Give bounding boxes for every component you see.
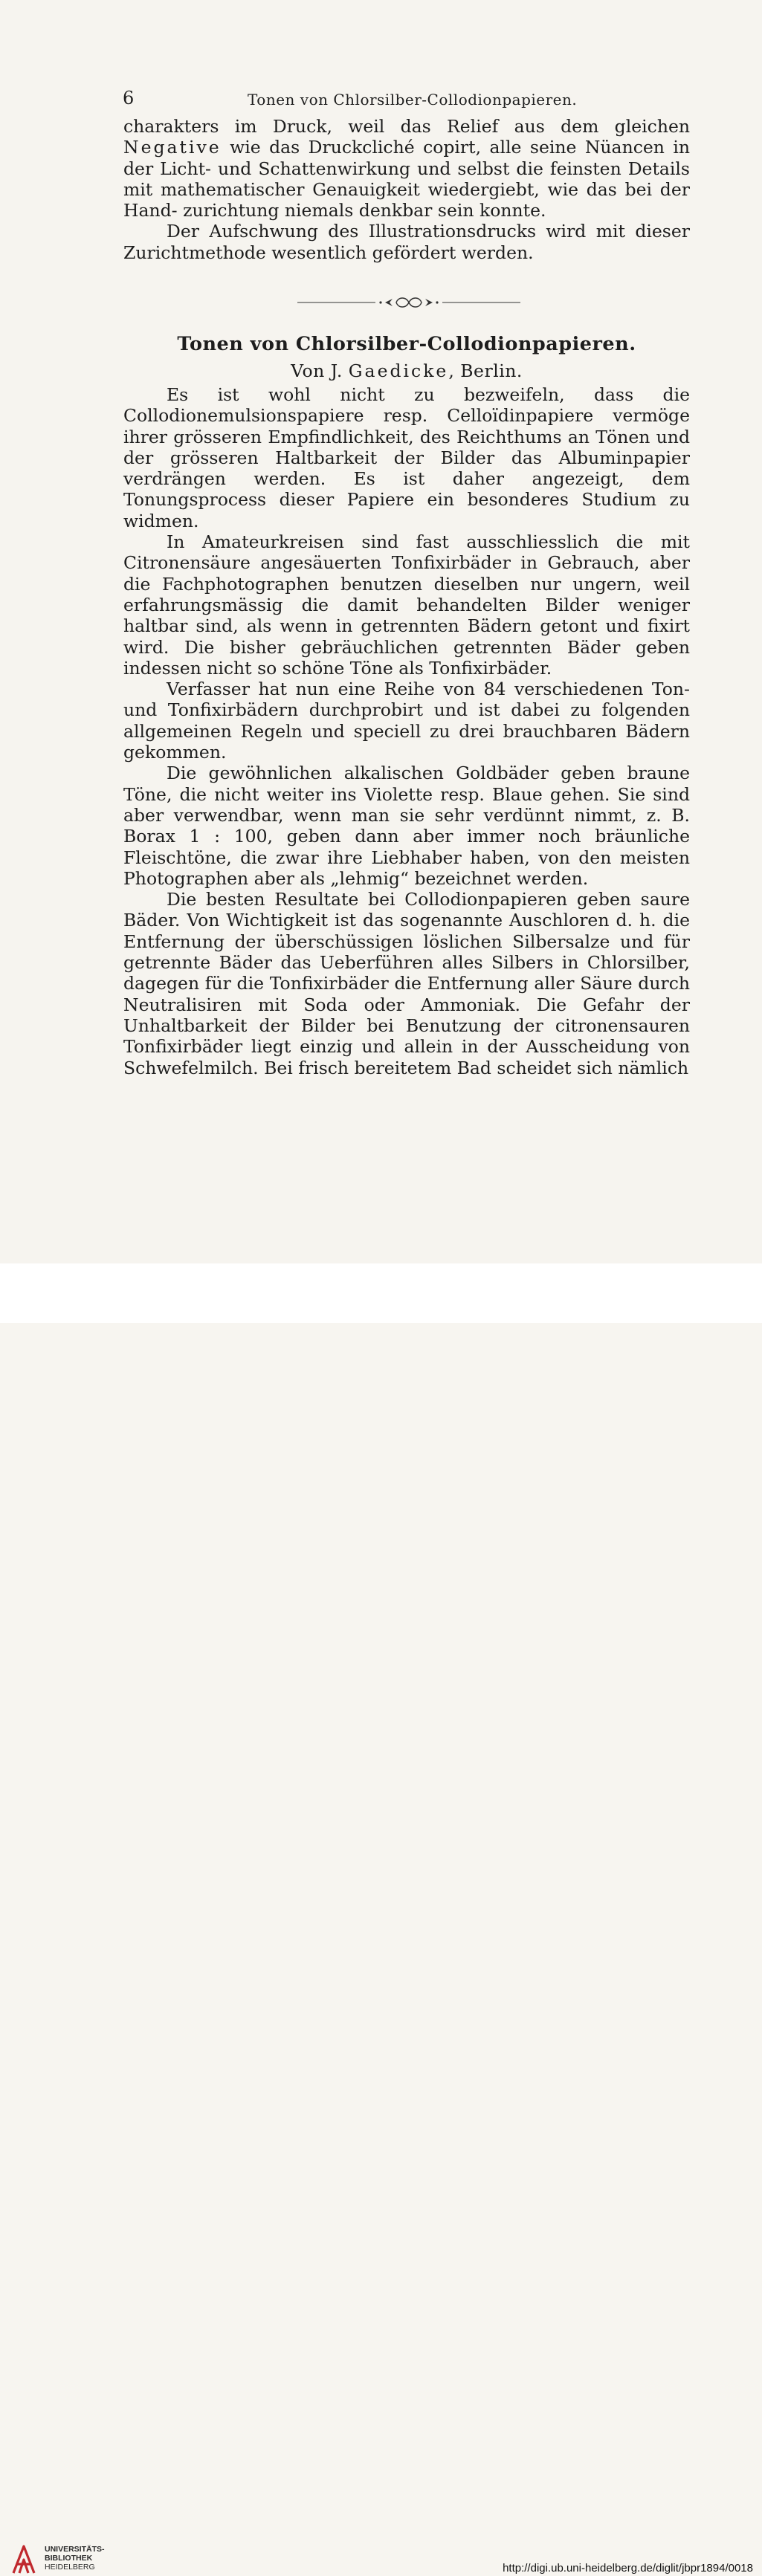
text-line: mathematischer Genauigkeit wiedergiebt, wie das bei der Hand-	[123, 178, 690, 221]
page-number: 6	[123, 88, 135, 109]
text-line: und Schattenwirkung und selbst die feinsten Details mit	[123, 158, 690, 200]
author-name: Gaedicke	[348, 360, 449, 381]
library-name-line: HEIDELBERG	[45, 2563, 95, 2572]
article-body	[123, 384, 690, 1078]
running-title: Tonen von Chlorsilber-Collodionpapieren.	[248, 91, 578, 109]
continuation-paragraph	[123, 116, 690, 221]
byline-prefix: Von J.	[291, 360, 343, 381]
book-page	[0, 0, 762, 1263]
digitization-footer	[0, 1263, 762, 2575]
byline-suffix: , Berlin.	[448, 360, 523, 381]
paragraph: Die gewöhnlichen alkalischen Goldbäder geben braune Töne, die nicht weiter ins Violette resp. Blaue gehen. Sie sind aber verwendbar, wenn man sie sehr verdünnt nimmt, z. B. Borax 1 : 100, geben dann aber immer noch bräunliche Fleischtöne, die zwar ihre Liebhaber haben, von den meisten Photographen aber als „lehmig“ bezeichnet werden.	[123, 763, 690, 889]
section-divider-ornament	[297, 295, 520, 310]
paragraph: Der Aufschwung des Illustrationsdrucks wird mit dieser Zurichtmethode wesentlich gefördert werden.	[123, 221, 690, 263]
library-name	[45, 2545, 105, 2572]
text-line: wie das Druckcliché copirt, alle seine Nüancen in der Licht-	[123, 137, 690, 179]
text-line-emphasis: Negative	[123, 137, 222, 158]
article-byline	[123, 360, 690, 381]
text-line: charakters im Druck, weil das Relief aus dem gleichen	[123, 116, 690, 137]
text-line: zurichtung niemals denkbar sein konnte.	[183, 200, 546, 221]
paragraph: Die besten Resultate bei Collodionpapieren geben saure Bäder. Von Wichtigkeit ist das sogenannte Auschloren d. h. die Entfernung der überschüssigen löslichen Silbersalze und für getrennte Bäder das Ueberführen alles Silbers in Chlorsilber, dagegen für die Tonfixirbäder die Entfernung aller Säure durch Neutralisiren mit Soda oder Ammoniak. Die Gefahr der Unhaltbarkeit der Bilder bei Benutzung der citronensauren Tonfixirbäder liegt einzig und allein in der Ausscheidung von Schwefelmilch. Bei frisch bereitetem Bad scheidet sich nämlich	[123, 889, 690, 1078]
paragraph: Verfasser hat nun eine Reihe von 84 verschiedenen Ton- und Tonfixirbädern durchprobirt und ist dabei zu folgenden allgemeinen Regeln und speciell zu drei brauchbaren Bädern gekommen.	[123, 679, 690, 763]
paragraph: Es ist wohl nicht zu bezweifeln, dass die Collodionemulsionspapiere resp. Celloïdinpapiere vermöge ihrer grösseren Empfindlichkeit, des Reichthums an Tönen und der grösseren Haltbarkeit der Bilder das Albuminpapier verdrängen werden. Es ist daher angezeigt, dem Tonungsprocess dieser Papiere ein besonderes Studium zu widmen.	[123, 384, 690, 531]
paragraph: In Amateurkreisen sind fast ausschliesslich die mit Citronensäure angesäuerten Tonfixirbäder in Gebrauch, aber die Fachphotographen benutzen dieselben nur ungern, weil erfahrungsmässig die damit behandelten Bilder weniger haltbar sind, als wenn in getrennten Bädern getont und fixirt wird. Die bisher gebräuchlichen getrennten Bäder geben indessen nicht so schöne Töne als Tonfixirbäder.	[123, 531, 690, 679]
library-name-line: BIBLIOTHEK	[45, 2554, 93, 2563]
article-title: Tonen von Chlorsilber-Collodionpapieren.	[177, 333, 636, 355]
continuation-text	[123, 116, 690, 263]
library-name-line: UNIVERSITÄTS-	[45, 2545, 105, 2554]
university-library-logo-icon	[9, 2543, 39, 2576]
digital-copy-link[interactable]: http://digi.ub.uni-heidelberg.de/diglit/jbpr1894/0018	[503, 2562, 753, 2575]
